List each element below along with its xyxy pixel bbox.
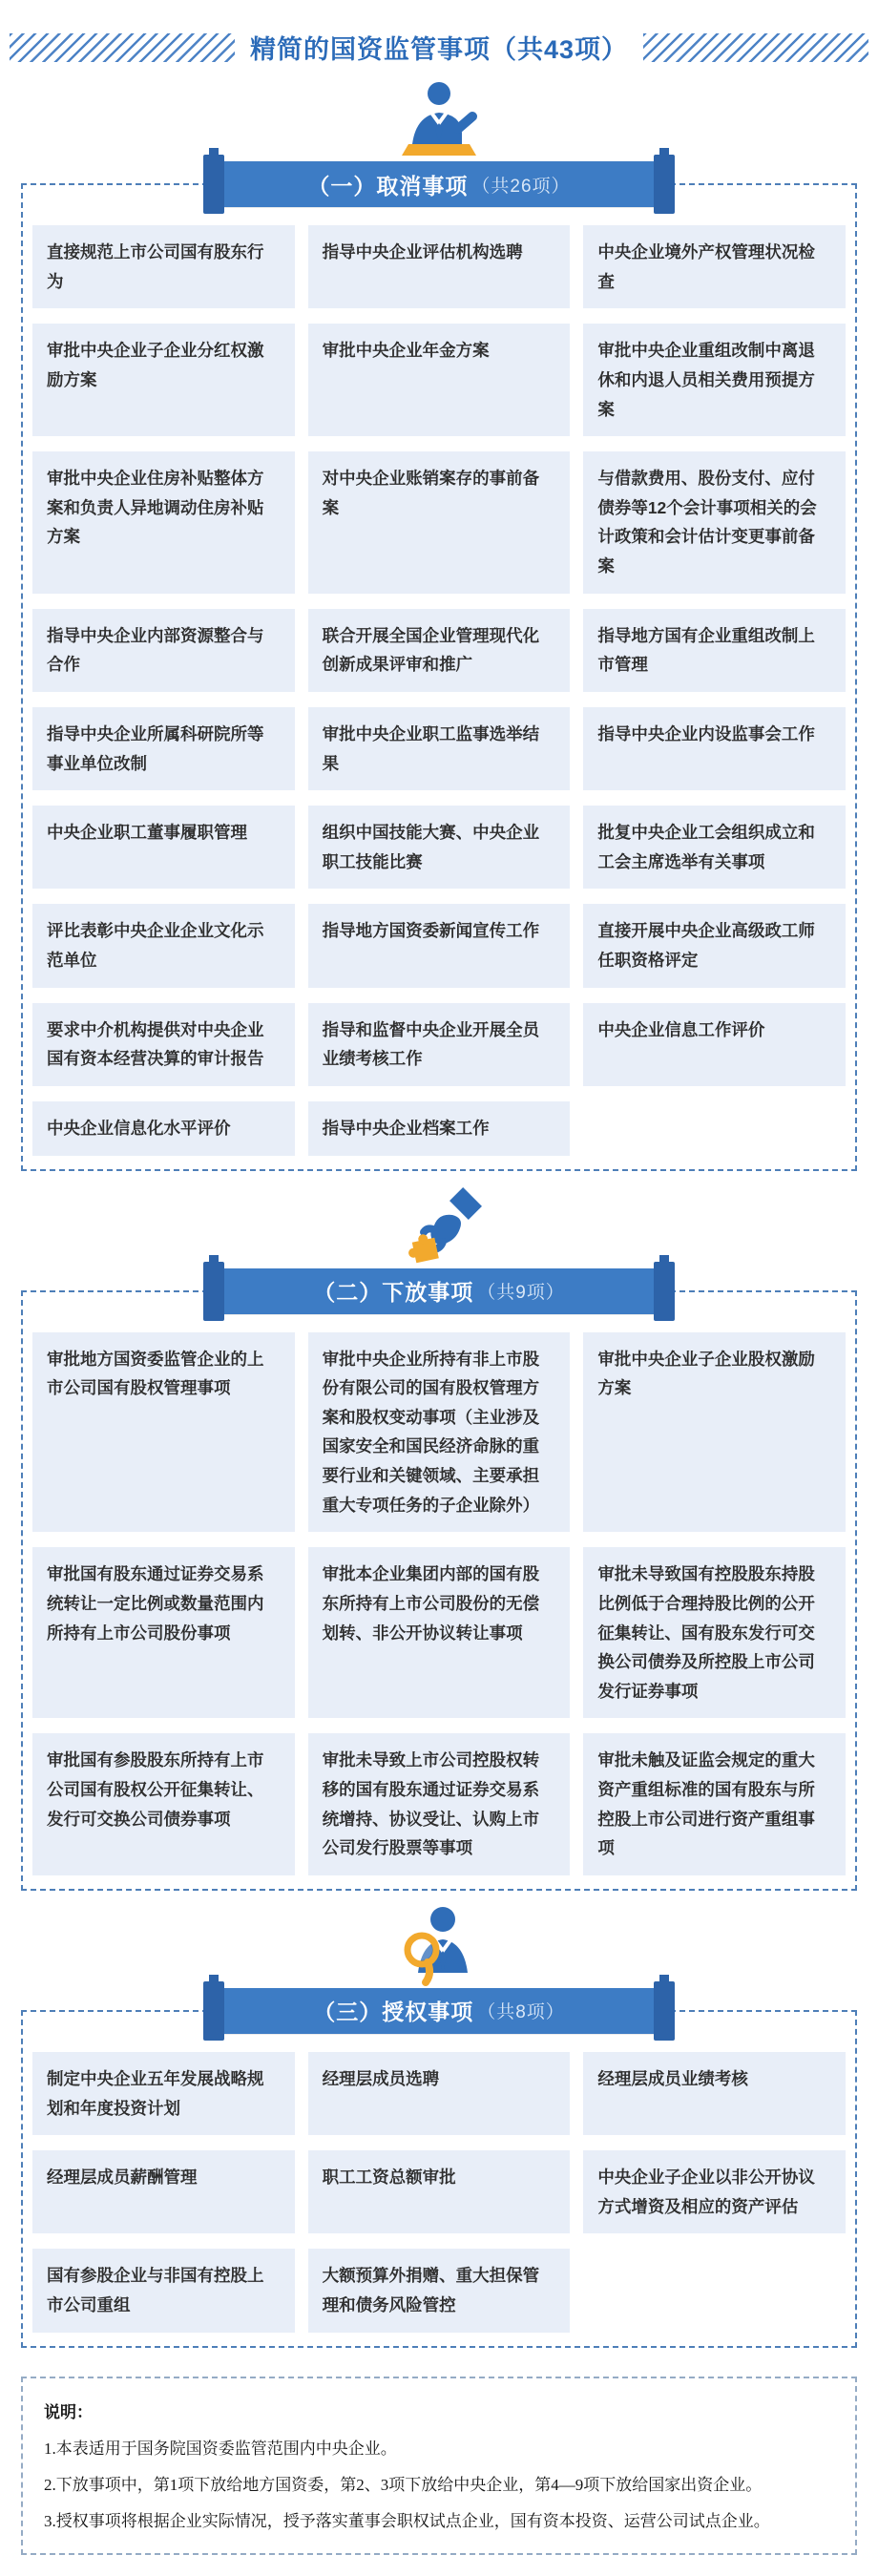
matter-cell: 要求中介机构提供对中央企业国有资本经营决算的审计报告 bbox=[32, 1003, 295, 1086]
matter-cell: 指导中央企业所属科研院所等事业单位改制 bbox=[32, 707, 295, 790]
matter-cell: 中央企业子企业以非公开协议方式增资及相应的资产评估 bbox=[583, 2150, 846, 2233]
matter-cell: 审批中央企业重组改制中离退休和内退人员相关费用预提方案 bbox=[583, 324, 846, 436]
matter-cell: 审批中央企业职工监事选举结果 bbox=[308, 707, 571, 790]
delegate-box bbox=[21, 1280, 857, 1891]
matter-cell: 指导地方国资委新闻宣传工作 bbox=[308, 904, 571, 987]
page-title: 精简的国资监管事项（共43项） bbox=[249, 35, 629, 64]
note-line: 2.下放事项中，第1项下放给地方国资委，第2、3项下放给中央企业，第4—9项下放给国家出资企业。 bbox=[44, 2476, 763, 2494]
authorize-banner-title: （三）授权事项 bbox=[313, 2000, 474, 2025]
matter-cell: 评比表彰中央企业企业文化示范单位 bbox=[32, 904, 295, 987]
matter-cell: 中央企业信息化水平评价 bbox=[32, 1101, 295, 1156]
matter-cell: 与借款费用、股份支付、应付债券等12个会计事项相关的会计政策和会计估计变更事前备案 bbox=[583, 451, 846, 594]
cancel-box bbox=[21, 173, 857, 1171]
matter-cell: 指导中央企业档案工作 bbox=[308, 1101, 571, 1156]
matter-cell: 经理层成员选聘 bbox=[308, 2052, 571, 2135]
authorize-banner-count: （共8项） bbox=[477, 2002, 565, 2023]
matter-cell: 审批中央企业住房补贴整体方案和负责人异地调动住房补贴方案 bbox=[32, 451, 295, 594]
matter-cell: 职工工资总额审批 bbox=[308, 2150, 571, 2233]
notes-lines bbox=[44, 2436, 834, 2535]
matter-cell: 经理层成员业绩考核 bbox=[583, 2052, 846, 2135]
note-line: 3.授权事项将根据企业实际情况，授予落实董事会职权试点企业，国有资本投资、运营公司试点企业。 bbox=[44, 2512, 770, 2531]
notes-box bbox=[21, 2377, 857, 2556]
matter-cell: 指导地方国有企业重组改制上市管理 bbox=[583, 609, 846, 692]
matter-cell: 审批国有股东通过证券交易系统转让一定比例或数量范围内所持有上市公司股份事项 bbox=[32, 1547, 295, 1718]
delegate-banner-title: （二）下放事项 bbox=[313, 1280, 474, 1305]
delegate-banner bbox=[216, 1268, 662, 1314]
matter-cell: 制定中央企业五年发展战略规划和年度投资计划 bbox=[32, 2052, 295, 2135]
scroll-cap-right bbox=[654, 1262, 675, 1321]
cancel-banner-title: （一）取消事项 bbox=[307, 173, 469, 199]
page-header bbox=[10, 29, 868, 66]
section-authorize bbox=[21, 1906, 857, 2348]
delegate-items-grid bbox=[32, 1332, 846, 1875]
matter-cell: 审批未导致上市公司控股权转移的国有股东通过证券交易系统增持、协议受让、认购上市公司发行股票等事项 bbox=[308, 1733, 571, 1875]
matter-cell: 大额预算外捐赠、重大担保管理和债务风险管控 bbox=[308, 2249, 571, 2332]
notes-label: 说明： bbox=[44, 2402, 93, 2421]
matter-cell: 审批中央企业子企业分红权激励方案 bbox=[32, 324, 295, 436]
cancel-items-grid bbox=[32, 225, 846, 1156]
matter-cell: 直接规范上市公司国有股东行为 bbox=[32, 225, 295, 308]
matter-cell: 审批未触及证监会规定的重大资产重组标准的国有股东与所控股上市公司进行资产重组事项 bbox=[583, 1733, 846, 1875]
authorize-items-grid bbox=[32, 2052, 846, 2333]
scroll-cap-right bbox=[654, 155, 675, 214]
matter-cell: 审批本企业集团内部的国有股东所持有上市公司股份的无偿划转、非公开协议转让事项 bbox=[308, 1547, 571, 1718]
podium-speaker-icon bbox=[21, 81, 857, 159]
person-magnifier-icon bbox=[21, 1906, 857, 1986]
section-delegate bbox=[21, 1186, 857, 1891]
matter-cell: 指导中央企业内设监事会工作 bbox=[583, 707, 846, 790]
hatch-stripes-right bbox=[643, 33, 868, 62]
matter-cell: 对中央企业账销案存的事前备案 bbox=[308, 451, 571, 594]
matter-cell: 中央企业信息工作评价 bbox=[583, 1003, 846, 1086]
matter-cell: 直接开展中央企业高级政工师任职资格评定 bbox=[583, 904, 846, 987]
matter-cell: 中央企业职工董事履职管理 bbox=[32, 806, 295, 889]
matter-cell: 组织中国技能大赛、中央企业职工技能比赛 bbox=[308, 806, 571, 889]
matter-cell: 审批中央企业所持有非上市股份有限公司的国有股权管理方案和股权变动事项（主业涉及国家安全和国民经济命脉的重要行业和关键领域、主要承担重大专项任务的子企业除外） bbox=[308, 1332, 571, 1533]
matter-cell: 联合开展全国企业管理现代化创新成果评审和推广 bbox=[308, 609, 571, 692]
cancel-banner-count: （共26项） bbox=[471, 176, 571, 197]
delegate-banner-count: （共9项） bbox=[477, 1283, 565, 1303]
matter-cell: 审批地方国资委监管企业的上市公司国有股权管理事项 bbox=[32, 1332, 295, 1533]
hand-puzzle-icon bbox=[21, 1186, 857, 1267]
section-cancel bbox=[21, 81, 857, 1171]
matter-cell: 审批中央企业子企业股权激励方案 bbox=[583, 1332, 846, 1533]
matter-cell: 指导中央企业评估机构选聘 bbox=[308, 225, 571, 308]
scroll-cap-left bbox=[203, 1262, 224, 1321]
authorize-banner bbox=[216, 1988, 662, 2034]
matter-cell: 经理层成员薪酬管理 bbox=[32, 2150, 295, 2233]
matter-cell: 中央企业境外产权管理状况检查 bbox=[583, 225, 846, 308]
scroll-cap-left bbox=[203, 155, 224, 214]
authorize-box bbox=[21, 2000, 857, 2348]
matter-cell: 指导和监督中央企业开展全员业绩考核工作 bbox=[308, 1003, 571, 1086]
scroll-cap-left bbox=[203, 1981, 224, 2041]
matter-cell: 指导中央企业内部资源整合与合作 bbox=[32, 609, 295, 692]
matter-cell: 批复中央企业工会组织成立和工会主席选举有关事项 bbox=[583, 806, 846, 889]
matter-cell: 审批国有参股股东所持有上市公司国有股权公开征集转让、发行可交换公司债券事项 bbox=[32, 1733, 295, 1875]
matter-cell: 审批中央企业年金方案 bbox=[308, 324, 571, 436]
matter-cell: 审批未导致国有控股股东持股比例低于合理持股比例的公开征集转让、国有股东发行可交换公司债券及所控股上市公司发行证券事项 bbox=[583, 1547, 846, 1718]
scroll-cap-right bbox=[654, 1981, 675, 2041]
note-line: 1.本表适用于国务院国资委监管范围内中央企业。 bbox=[44, 2439, 397, 2458]
matter-cell: 国有参股企业与非国有控股上市公司重组 bbox=[32, 2249, 295, 2332]
hatch-stripes-left bbox=[10, 33, 235, 62]
cancel-banner bbox=[216, 161, 662, 207]
